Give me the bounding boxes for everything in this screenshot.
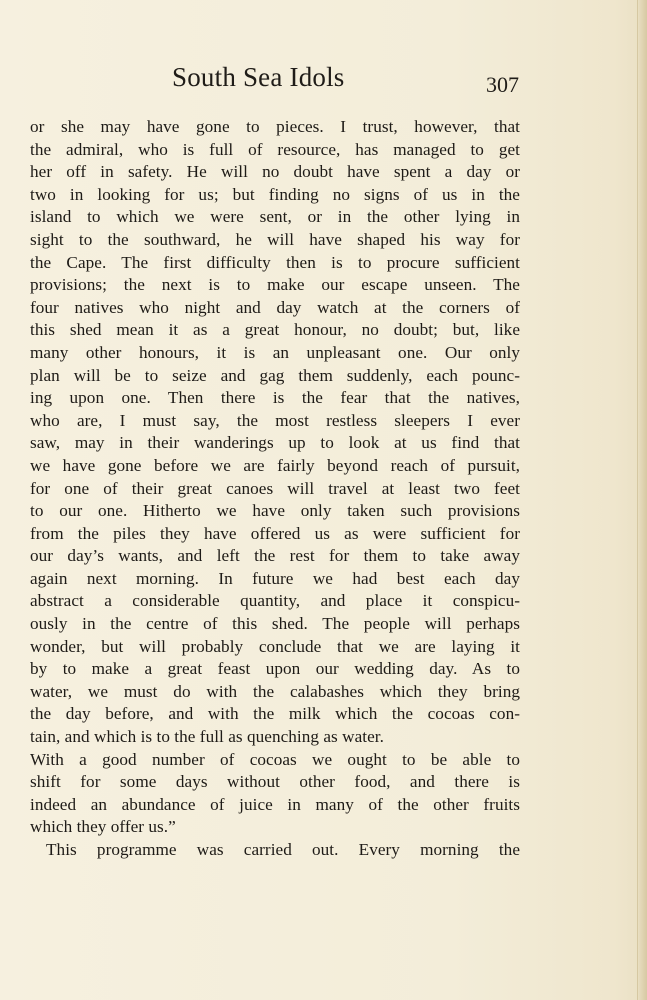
text-line: ously in the centre of this shed. The people will perhaps <box>30 614 520 634</box>
text-line: this shed mean it as a great honour, no doubt; but, like <box>30 320 520 340</box>
text-line: wonder, but will probably conclude that we are laying it <box>30 636 520 656</box>
text-line: abstract a considerable quantity, and place it conspicu- <box>30 591 520 611</box>
text-line: the Cape. The first difficulty then is to procure sufficient <box>30 252 520 272</box>
text-line: four natives who night and day watch at the corners of <box>30 297 520 317</box>
text-line: her off in safety. He will no doubt have spent a day or <box>30 162 520 182</box>
running-title: South Sea Idols <box>172 62 345 92</box>
page-edge-shadow <box>637 0 647 1000</box>
text-line: island to which we were sent, or in the other lying in <box>30 207 520 227</box>
text-line: or she may have gone to pieces. I trust, however, that <box>30 117 520 136</box>
text-line: many other honours, it is an unpleasant one. Our only <box>30 342 520 362</box>
text-line: two in looking for us; but finding no signs of us in the <box>30 184 520 204</box>
text-line: the day before, and with the milk which the cocoas con- <box>30 704 520 724</box>
text-line: saw, may in their wanderings up to look at us find that <box>30 433 520 453</box>
text-line: again next morning. In future we had best each day <box>30 568 520 588</box>
page-edge-line <box>637 0 638 1000</box>
text-line: plan will be to seize and gag them suddenly, each pounc- <box>30 365 520 385</box>
text-line: shift for some days without other food, and there is <box>30 772 520 792</box>
text-line: This programme was carried out. Every morning the <box>46 840 520 859</box>
text-line: indeed an abundance of juice in many of the other fruits <box>30 794 520 814</box>
text-line: to our one. Hitherto we have only taken such provisions <box>30 501 520 521</box>
text-line: tain, and which is to the full as quenching as water. <box>30 727 384 747</box>
text-line: who are, I must say, the most restless sleepers I ever <box>30 410 520 430</box>
text-line: ing upon one. Then there is the fear that the natives, <box>30 388 520 408</box>
text-line: we have gone before we are fairly beyond reach of pursuit, <box>30 455 520 475</box>
text-line: provisions; the next is to make our escape unseen. The <box>30 275 520 295</box>
text-line: from the piles they have offered us as were sufficient for <box>30 523 520 543</box>
text-line: water, we must do with the calabashes which they bring <box>30 681 520 701</box>
text-line: sight to the southward, he will have shaped his way for <box>30 229 520 249</box>
page-number: 307 <box>486 72 519 97</box>
text-line: With a good number of cocoas we ought to be able to <box>30 749 520 769</box>
text-line: our day’s wants, and left the rest for them to take away <box>30 546 520 566</box>
body-text <box>30 116 520 862</box>
text-line: which they offer us.” <box>30 817 176 837</box>
text-line: the admiral, who is full of resource, has managed to get <box>30 139 520 159</box>
text-line: for one of their great canoes will travel at least two feet <box>30 478 520 498</box>
text-line: by to make a great feast upon our wedding day. As to <box>30 659 520 679</box>
